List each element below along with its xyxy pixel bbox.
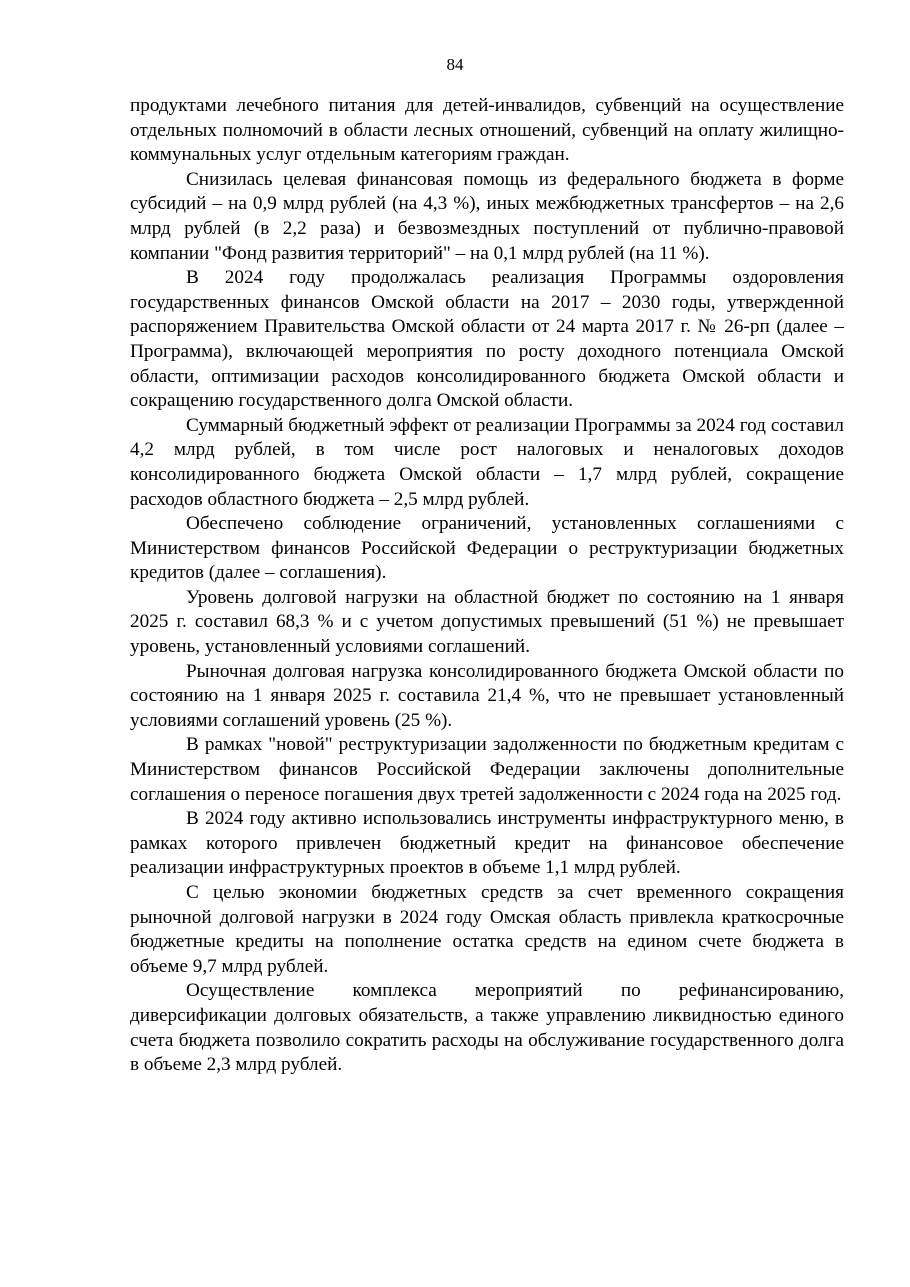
paragraph-debt-load-level: Уровень долговой нагрузки на областной бюджет по состоянию на 1 января 2025 г. составил 68,3 % и с учетом допустимых превышений (51 %) не превышает уровень, установленный условиями соглашений. [130,586,844,658]
paragraph-short-term-credits: С целью экономии бюджетных средств за счет временного сокращения рыночной долговой нагрузки в 2024 году Омская область привлекла краткосрочные бюджетные кредиты на пополнение остатка средств на едином счете бюджета в объеме 9,7 млрд рублей. [130,882,844,977]
page-number: 84 [446,55,464,74]
paragraph-federal-aid-decrease: Снизилась целевая финансовая помощь из федерального бюджета в форме субсидий – на 0,9 млрд рублей (на 4,3 %), иных межбюджетных трансфертов – на 2,6 млрд рублей (в 2,2 раза) и безвозмездных поступлений от публично-правовой компании "Фонд развития территорий" – на 0,1 млрд рублей (на 11 %). [130,168,844,264]
paragraph-market-debt-load: Рыночная долговая нагрузка консолидированного бюджета Омской области по состоянию на 1 января 2025 г. составила 21,4 %, что не превышает установленный условиями соглашений уровень (25 %). [130,660,844,731]
paragraph-refinancing-savings: Осуществление комплекса мероприятий по рефинансированию, диверсификации долговых обязательств, а также управлению ликвидностью единого счета бюджета позволило сократить расходы на обслуживание государственного долга в объеме 2,3 млрд рублей. [130,980,844,1076]
paragraph-infrastructure-menu: В 2024 году активно использовались инструменты инфраструктурного меню, в рамках которого привлечен бюджетный кредит на финансовое обеспечение реализации инфраструктурных проектов в объеме 1,1 млрд рублей. [130,808,844,879]
paragraph-recovery-program: В 2024 году продолжалась реализация Программы оздоровления государственных финансов Омской области на 2017 – 2030 годы, утвержденной распоряжением Правительства Омской области от 24 марта 2017 г. № 26-рп (далее – Программа), включающей мероприятия по росту доходного потенциала Омской области, оптимизации расходов консолидированного бюджета Омской области и сокращению государственного долга Омской области. [130,267,844,412]
paragraph-program-effect: Суммарный бюджетный эффект от реализации Программы за 2024 год составил 4,2 млрд рублей, в том числе рост налоговых и неналоговых доходов консолидированного бюджета Омской области – 1,7 млрд рублей, сокращение расходов областного бюджета – 2,5 млрд рублей. [130,414,844,510]
paragraph-restrictions-compliance: Обеспечено соблюдение ограничений, установленных соглашениями с Министерством финансов Российской Федерации о реструктуризации бюджетных кредитов (далее – соглашения). [130,513,844,584]
paragraph-new-restructuring: В рамках "новой" реструктуризации задолженности по бюджетным кредитам с Министерством финансов Российской Федерации заключены дополнительные соглашения о переносе погашения двух третей задолженности с 2024 года на 2025 год. [130,734,844,805]
paragraph-continuation: продуктами лечебного питания для детей-инвалидов, субвенций на осуществление отдельных полномочий в области лесных отношений, субвенций на оплату жилищно-коммунальных услуг отдельным категориям граждан. [130,95,844,166]
document-body [130,94,844,1078]
